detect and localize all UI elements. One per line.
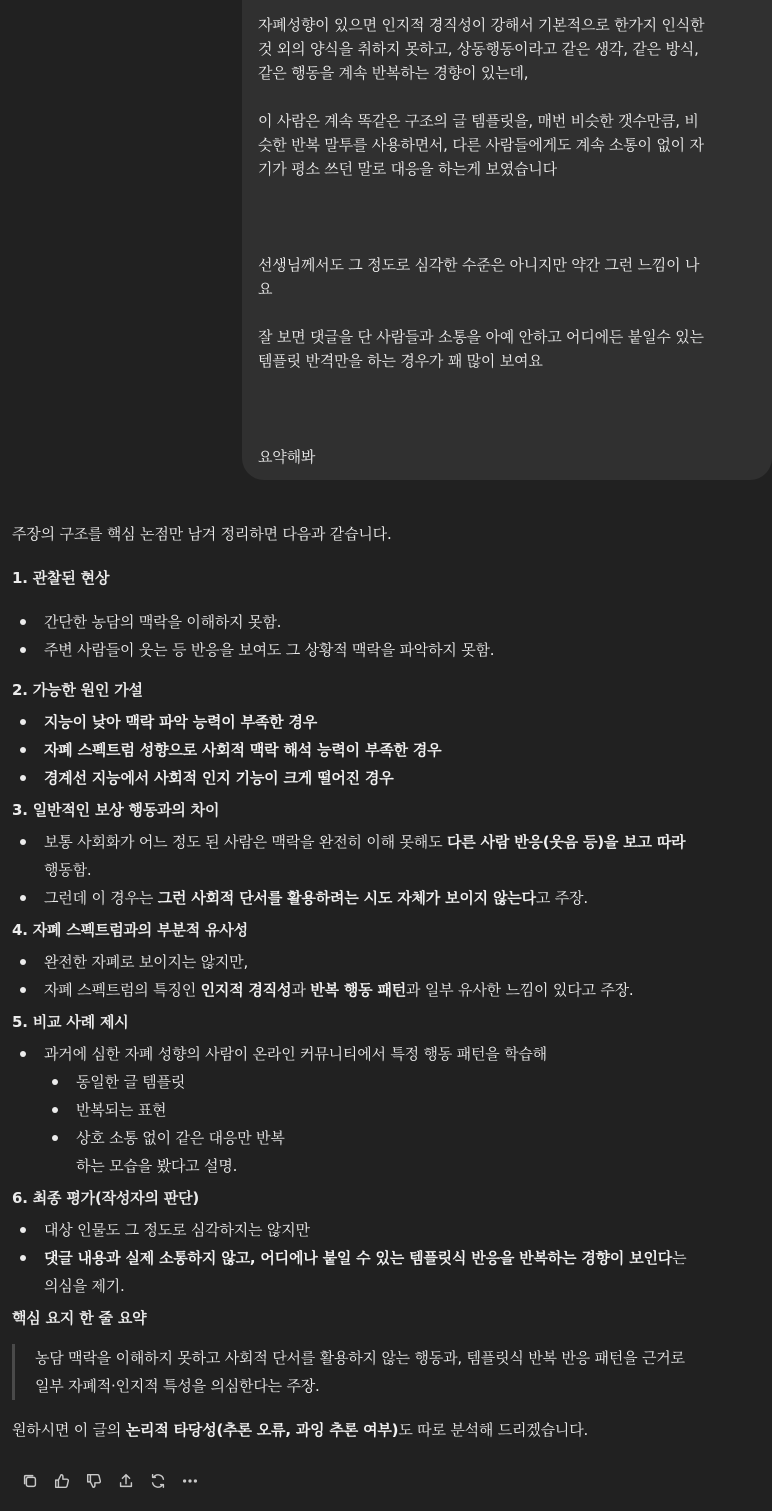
- copy-button[interactable]: [14, 1470, 46, 1492]
- thumbs-up-icon: [53, 1472, 71, 1490]
- list-item: 그런데 이 경우는 그런 사회적 단서를 활용하려는 시도 자체가 보이지 않는다고 주장.: [44, 884, 770, 912]
- thumbs-down-button[interactable]: [78, 1470, 110, 1492]
- section-6-list: [12, 1216, 770, 1300]
- regenerate-button[interactable]: [142, 1470, 174, 1492]
- section-heading-4: 4. 자폐 스펙트럼과의 부분적 유사성: [12, 921, 248, 939]
- section-heading-2: 2. 가능한 원인 가설: [12, 681, 143, 699]
- list-item: 주변 사람들이 웃는 등 반응을 보여도 그 상황적 맥락을 파악하지 못함.: [44, 636, 770, 664]
- user-text-line: 자폐성향이 있으면 인지적 경직성이 강해서 기본적으로 한가지 인식한: [258, 16, 705, 34]
- nested-list-item: 동일한 글 템플릿: [76, 1068, 770, 1096]
- summary-heading: 핵심 요지 한 줄 요약: [12, 1309, 147, 1327]
- section-2-list: [12, 708, 770, 792]
- message-actions: [14, 1470, 206, 1492]
- user-message-bubble: [242, 0, 772, 480]
- more-icon: [181, 1472, 199, 1490]
- list-item: 간단한 농담의 맥락을 이해하지 못함.: [44, 608, 770, 636]
- list-item: 대상 인물도 그 정도로 심각하지는 않지만: [44, 1216, 770, 1244]
- nested-list-item: 반복되는 표현: [76, 1096, 770, 1124]
- list-item: 보통 사회화가 어느 정도 된 사람은 맥락을 완전히 이해 못해도 다른 사람 반응(웃음 등)을 보고 따라 행동함.: [44, 828, 770, 884]
- user-text-line: 요: [258, 280, 273, 298]
- section-heading-5: 5. 비교 사례 제시: [12, 1013, 129, 1031]
- thumbs-up-button[interactable]: [46, 1470, 78, 1492]
- assistant-intro: 주장의 구조를 핵심 논점만 남겨 정리하면 다음과 같습니다.: [12, 525, 392, 543]
- user-text-line: 것 외의 양식을 취하지 못하고, 상동행동이라고 같은 생각, 같은 방식,: [258, 40, 699, 58]
- user-text-line: 같은 행동을 계속 반복하는 경향이 있는데,: [258, 64, 529, 82]
- user-text-line: 템플릿 반격만을 하는 경우가 꽤 많이 보여요: [258, 352, 543, 370]
- quote-line: 일부 자폐적·인지적 특성을 의심한다는 주장.: [35, 1377, 320, 1395]
- thumbs-down-icon: [85, 1472, 103, 1490]
- regenerate-icon: [149, 1472, 167, 1490]
- user-text-line: 이 사람은 계속 똑같은 구조의 글 템플릿을, 매번 비슷한 갯수만큼, 비: [258, 112, 699, 130]
- list-item: 완전한 자폐로 보이지는 않지만,: [44, 948, 770, 976]
- share-icon: [117, 1472, 135, 1490]
- section-3-list: [12, 828, 770, 912]
- user-text-line: 요약해봐: [258, 448, 316, 466]
- quote-line: 농담 맥락을 이해하지 못하고 사회적 단서를 활용하지 않는 행동과, 템플릿식 반복 반응 패턴을 근거로: [35, 1349, 685, 1367]
- share-button[interactable]: [110, 1470, 142, 1492]
- list-item-tail: 하는 모습을 봤다고 설명.: [76, 1157, 238, 1175]
- user-text-line: 잘 보면 댓글을 단 사람들과 소통을 아예 안하고 어디에든 붙일수 있는: [258, 328, 704, 346]
- section-1-list: [12, 608, 770, 664]
- section-heading-6: 6. 최종 평가(작성자의 판단): [12, 1189, 200, 1207]
- list-item: 과거에 심한 자폐 성향의 사람이 온라인 커뮤니티에서 특정 행동 패턴을 학습해 동일한 글 템플릿 반복되는 표현 상호 소통 없이 같은 대응만 반복 하는 모습을 봤다고 설명.: [44, 1040, 770, 1180]
- section-5-list: [12, 1040, 770, 1180]
- list-item: 자폐 스펙트럼의 특징인 인지적 경직성과 반복 행동 패턴과 일부 유사한 느낌이 있다고 주장.: [44, 976, 770, 1004]
- assistant-message: [12, 520, 770, 1444]
- closing-text: 원하시면 이 글의 논리적 타당성(추론 오류, 과잉 추론 여부)도 따로 분석해 드리겠습니다.: [12, 1421, 589, 1439]
- list-item: 지능이 낮아 맥락 파악 능력이 부족한 경우: [44, 708, 770, 736]
- user-text-line: 선생님께서도 그 정도로 심각한 수준은 아니지만 약간 그런 느낌이 나: [258, 256, 700, 274]
- section-heading-3: 3. 일반적인 보상 행동과의 차이: [12, 801, 220, 819]
- copy-icon: [21, 1472, 39, 1490]
- more-button[interactable]: [174, 1470, 206, 1492]
- list-item: 자폐 스펙트럼 성향으로 사회적 맥락 해석 능력이 부족한 경우: [44, 736, 770, 764]
- nested-list-item: 상호 소통 없이 같은 대응만 반복: [76, 1124, 770, 1152]
- list-item: 경계선 지능에서 사회적 인지 기능이 크게 떨어진 경우: [44, 764, 770, 792]
- user-text-line: 기가 평소 쓰던 말로 대응을 하는게 보였습니다: [258, 160, 557, 178]
- list-item: 댓글 내용과 실제 소통하지 않고, 어디에나 붙일 수 있는 템플릿식 반응을 반복하는 경향이 보인다는 의심을 제기.: [44, 1244, 770, 1300]
- nested-list: [44, 1068, 770, 1152]
- summary-blockquote: [12, 1344, 770, 1400]
- user-text-line: 슷한 반복 말투를 사용하면서, 다른 사람들에게도 계속 소통이 없이 자: [258, 136, 704, 154]
- section-4-list: [12, 948, 770, 1004]
- section-heading-1: 1. 관찰된 현상: [12, 569, 110, 587]
